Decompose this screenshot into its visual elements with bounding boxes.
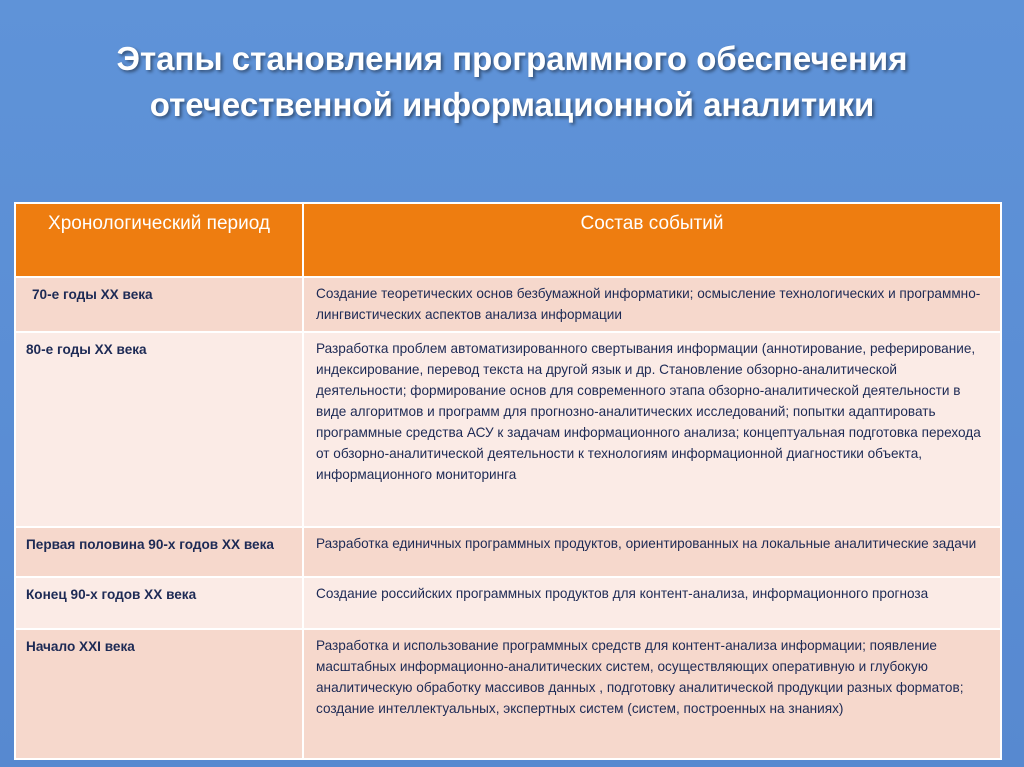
events-cell: Создание теоретических основ безбумажной информатики; осмысление технологических и программно-лингвистических аспектов анализа информации — [303, 277, 1001, 332]
table-row — [15, 527, 1001, 577]
period-cell: 80-е годы XX века — [15, 332, 303, 527]
table-header — [15, 203, 1001, 277]
table-row — [15, 332, 1001, 527]
header-events: Состав событий — [303, 203, 1001, 277]
table-row — [15, 577, 1001, 629]
header-period: Хронологический период — [15, 203, 303, 277]
table-row — [15, 629, 1001, 759]
title-line-1: Этапы становления программного обеспечения — [116, 40, 908, 77]
events-cell: Разработка и использование программных средств для контент-анализа информации; появление масштабных информационно-аналитических систем, осуществляющих оперативную и глубокую аналитическую обработку массивов данных , подготовку аналитической продукции разных форматов; создание интеллектуальных, экспертных систем (систем, построенных на знаниях) — [303, 629, 1001, 759]
period-cell: Первая половина 90-х годов XX века — [15, 527, 303, 577]
period-cell: 70-е годы XX века — [15, 277, 303, 332]
events-cell: Создание российских программных продуктов для контент-анализа, информационного прогноза — [303, 577, 1001, 629]
period-cell: Начало XXI века — [15, 629, 303, 759]
title-line-2: отечественной информационной аналитики — [149, 86, 875, 123]
stages-table — [14, 202, 1002, 760]
events-cell: Разработка проблем автоматизированного свертывания информации (аннотирование, реферирование, индексирование, перевод текста на другой язык и др. Становление обзорно-аналитической деятельности; формирование основ для современного этапа обзорно-аналитической деятельности в виде алгоритмов и программ для прогнозно-аналитических исследований; попытки адаптировать программные средства АСУ к задачам информационного анализа; концептуальная подготовка перехода от обзорно-аналитической деятельности к технологиям информационной диагностики объекта, информационного мониторинга — [303, 332, 1001, 527]
table-row — [15, 277, 1001, 332]
period-cell: Конец 90-х годов XX века — [15, 577, 303, 629]
slide-title — [0, 36, 1024, 128]
events-cell: Разработка единичных программных продуктов, ориентированных на локальные аналитические задачи — [303, 527, 1001, 577]
